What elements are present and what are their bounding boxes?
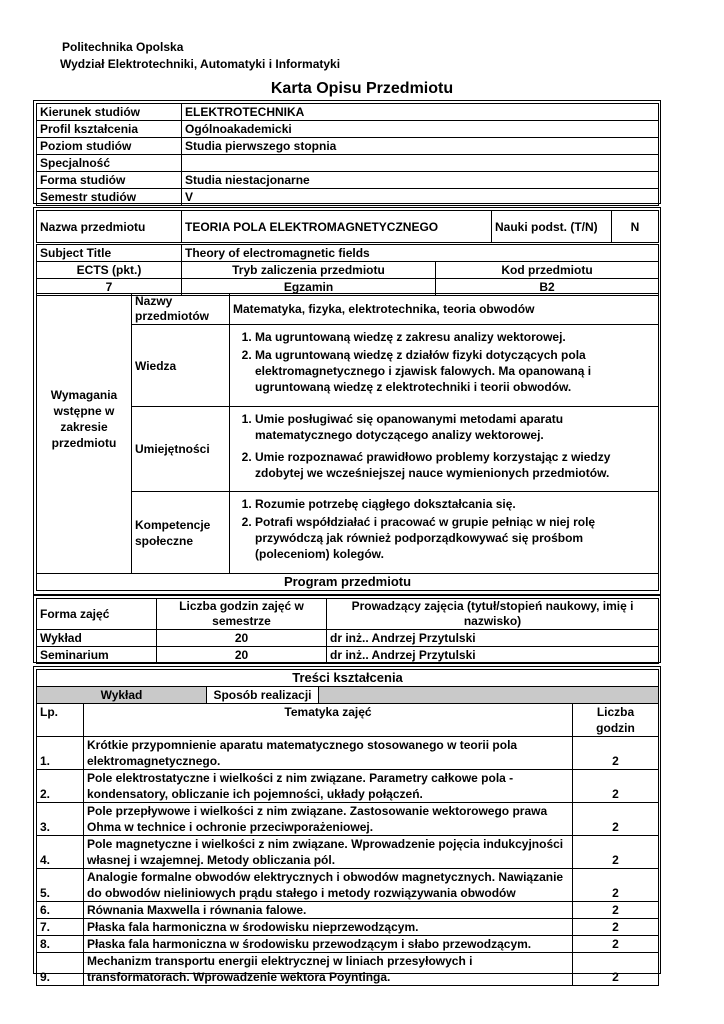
study-value: Studia niestacjonarne [182,172,659,189]
study-label: Kierunek studiów [37,104,182,121]
page-title: Karta Opisu Przedmiotu [270,80,454,97]
study-value: Studia pierwszego stopnia [182,138,659,155]
study-value: V [182,189,659,206]
program-table [36,598,659,664]
study-value: ELEKTROTECHNIKA [182,104,659,121]
program-section-title: Program przedmiotu [37,574,659,591]
program-hours: 20 [157,630,327,647]
social-competences-item: 2. Potrafi współdziałać i pracować w grupie pełniąc w niej rolę przywódczą jak również podporządkowywać się prośbom (poleceniom) kolegów. [255,514,655,562]
table-row [37,902,659,919]
program-hours: 20 [157,647,327,664]
topic-hours: 2 [573,836,659,869]
topic-text: Pole przepływowe i wielkości z nim związane. Zastosowanie wektorowego prawa Ohma w technice i ochronie przeciwporażeniowej. [84,803,573,836]
table-row [37,953,659,986]
topic-text: Analogie formalne obwodów elektrycznych i obwodów magnetycznych. Nawiązanie do obwodów nieliniowych prądu stałego i metody rozwiązywania obwodów [84,869,573,902]
program-teacher: dr inż.. Andrzej Przytulski [327,630,659,647]
mode-label: Tryb zaliczenia przedmiotu [182,262,436,279]
knowledge-list [233,329,655,395]
basic-sciences-label: Nauki podst. (T/N) [492,211,612,243]
skills-item: 2. Umie rozpoznawać prawidłowo problemy korzystając z wiedzy zdobytej we wcześniejszej nauce wymienionych przedmiotów. [255,449,655,481]
subject-name-value: TEORIA POLA ELEKTROMAGNETYCZNEGO [182,211,492,243]
lp-column-header: Lp. [37,704,84,737]
topic-text: Krótkie przypomnienie aparatu matematycznego stosowanego w teorii pola elektromagnetycznego. [84,737,573,770]
study-label: Poziom studiów [37,138,182,155]
study-value [182,155,659,172]
topics-table [36,703,659,986]
ects-value: 7 [37,279,182,296]
table-row [37,869,659,902]
topic-text: Równania Maxwella i równania falowe. [84,902,573,919]
university-name: Politechnika Opolska [62,40,184,54]
skills-list [233,411,655,481]
skills-item: 1. Umie posługiwać się opanowanymi metodami aparatu matematycznego dotyczącego analizy wektorowej. [255,411,655,443]
study-label: Specjalność [37,155,182,172]
topic-text: Płaska fala harmoniczna w środowisku przewodzącym i słabo przewodzącym. [84,936,573,953]
topic-lp: 3. [37,803,84,836]
topic-lp: 6. [37,902,84,919]
topic-text: Płaska fala harmoniczna w środowisku nieprzewodzącym. [84,919,573,936]
study-label: Profil kształcenia [37,121,182,138]
code-label: Kod przedmiotu [436,262,659,279]
form-column-header: Forma zajęć [37,599,157,630]
requirements-table [36,293,659,591]
program-form: Seminarium [37,647,157,664]
table-row [37,836,659,869]
table-row [37,803,659,836]
study-value: Ogólnoakademicki [182,121,659,138]
program-teacher: dr inż.. Andrzej Przytulski [327,647,659,664]
teacher-column-header: Prowadzący zajęcia (tytuł/stopień naukowy, imię i nazwisko) [327,599,659,630]
topic-hours-column-header: Liczba godzin [573,704,659,737]
topic-hours: 2 [573,869,659,902]
table-row [37,770,659,803]
prerequisite-subjects-label: Nazwy przedmiotów [132,294,230,325]
lecture-label: Wykład [37,687,207,704]
topic-hours: 2 [573,936,659,953]
topic-lp: 8. [37,936,84,953]
topic-hours: 2 [573,737,659,770]
topic-hours: 2 [573,953,659,986]
social-competences-list [233,496,655,562]
subject-title-label: Subject Title [37,245,182,262]
method-label: Sposób realizacji [207,687,319,704]
requirements-label: Wymagania wstępne w zakresie przedmiotu [37,294,132,574]
basic-sciences-value: N [612,211,659,243]
hours-column-header: Liczba godzin zajęć w semestrze [157,599,327,630]
topic-lp: 5. [37,869,84,902]
topic-column-header: Tematyka zajęć [84,704,573,737]
program-form: Wykład [37,630,157,647]
topic-hours: 2 [573,919,659,936]
code-value: B2 [436,279,659,296]
topic-lp: 4. [37,836,84,869]
subject-title-table [36,244,659,296]
topic-lp: 2. [37,770,84,803]
study-label: Forma studiów [37,172,182,189]
topic-hours: 2 [573,902,659,919]
topic-text: Pole elektrostatyczne i wielkości z nim związane. Parametry całkowe pola - kondensatory, obliczanie ich pojemności, układy połączeń. [84,770,573,803]
mode-value: Egzamin [182,279,436,296]
knowledge-label: Wiedza [132,325,230,407]
social-competences-label: Kompetencje społeczne [132,492,230,574]
table-row [37,936,659,953]
method-spacer [319,687,659,704]
social-competences-item: 1. Rozumie potrzebę ciągłego dokształcania się. [255,496,655,512]
topic-lp: 7. [37,919,84,936]
study-table [36,103,659,206]
topic-hours: 2 [573,770,659,803]
skills-label: Umiejętności [132,407,230,492]
content-header-table [36,669,659,704]
topic-lp: 9. [37,953,84,986]
subject-table [36,210,659,243]
faculty-name: Wydział Elektrotechniki, Automatyki i Informatyki [60,57,341,71]
knowledge-item: 1. Ma ugruntowaną wiedzę z zakresu analizy wektorowej. [255,329,655,345]
content-section-title: Treści kształcenia [37,670,659,687]
subject-title-value: Theory of electromagnetic fields [182,245,659,262]
subject-name-label: Nazwa przedmiotu [37,211,182,243]
topic-text: Pole magnetyczne i wielkości z nim związane. Wprowadzenie pojęcia indukcyjności własnej i wzajemnej. Metody obliczania pól. [84,836,573,869]
table-row [37,737,659,770]
ects-label: ECTS (pkt.) [37,262,182,279]
topic-lp: 1. [37,737,84,770]
topic-hours: 2 [573,803,659,836]
knowledge-item: 2. Ma ugruntowaną wiedzę z działów fizyki dotyczących pola elektromagnetycznego i zjawisk falowych. Ma opanowaną i ugruntowaną wiedzę z elektrotechniki i teorii obwodów. [255,347,655,395]
study-label: Semestr studiów [37,189,182,206]
prerequisite-subjects-value: Matematyka, fizyka, elektrotechnika, teoria obwodów [230,294,659,325]
topic-text: Mechanizm transportu energii elektrycznej w liniach przesyłowych i transformatorach. Wprowadzenie wektora Poyntinga. [84,953,573,986]
table-row [37,919,659,936]
